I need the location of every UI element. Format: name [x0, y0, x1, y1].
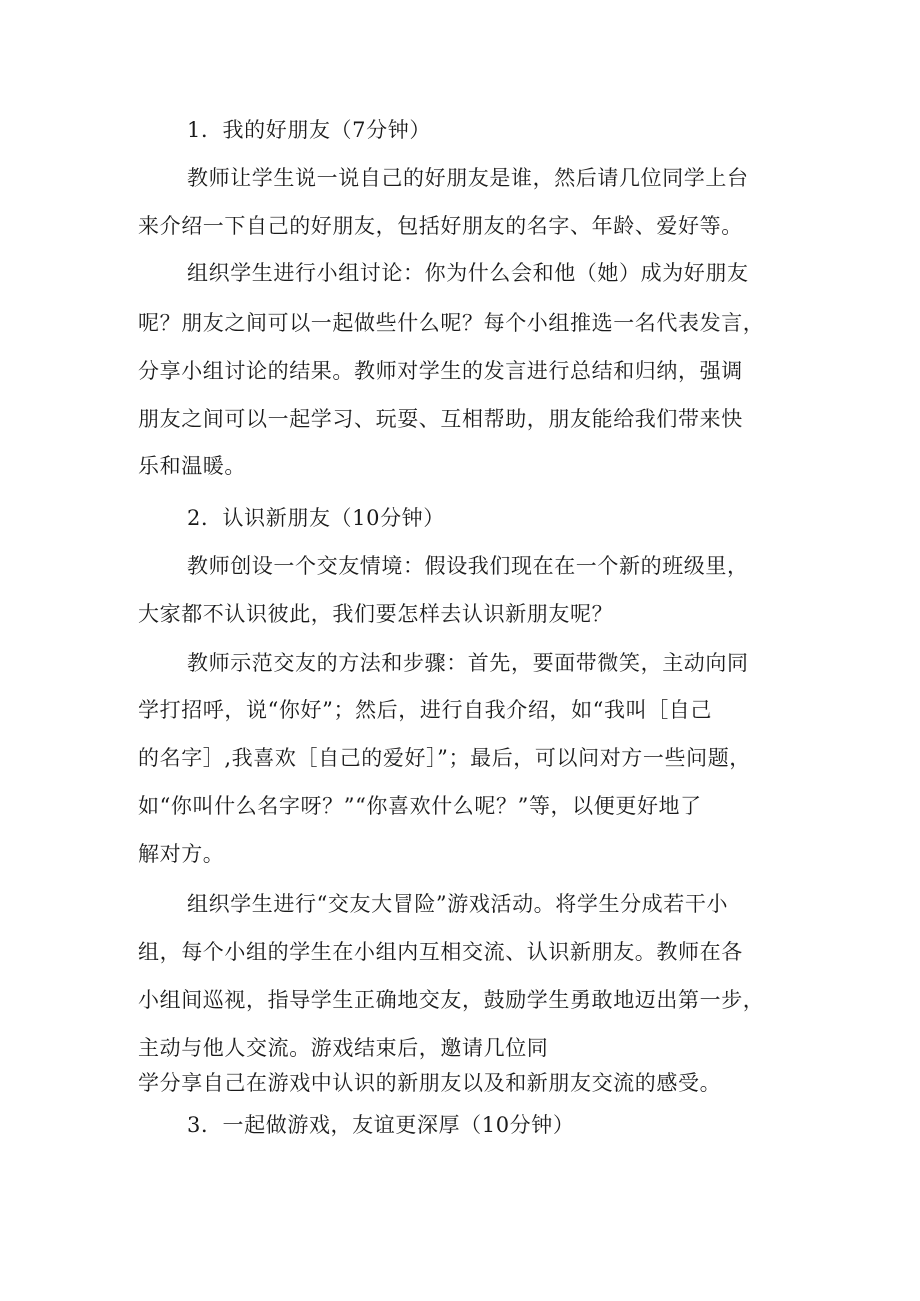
paragraph-line: 分享小组讨论的结果。教师对学生的发言进行总结和归纳，强调	[138, 359, 743, 383]
paragraph-line: 组织学生进行小组讨论：你为什么会和他（她）成为好朋友	[187, 261, 749, 285]
section-1-heading: 1．我的好朋友（7分钟）	[187, 118, 431, 142]
paragraph-line: 呢？朋友之间可以一起做些什么呢？每个小组推选一名代表发言，	[138, 311, 765, 335]
paragraph-line: 组织学生进行“交友大冒险”游戏活动。将学生分成若干小	[187, 892, 729, 916]
paragraph-line: 教师示范交友的方法和步骤：首先，要面带微笑，主动向同	[187, 651, 749, 675]
section-2-heading: 2．认识新朋友（10分钟）	[187, 506, 445, 530]
paragraph-line: 乐和温暖。	[138, 454, 246, 478]
paragraph-line: 大家都不认识彼此，我们要怎样去认识新朋友呢？	[138, 602, 614, 626]
paragraph-line: 小组间巡视，指导学生正确地交友，鼓励学生勇敢地迈出第一步，	[138, 988, 765, 1012]
paragraph-line: 学打招呼，说“你好”；然后，进行自我介绍，如“我叫［自己	[138, 698, 713, 722]
paragraph-line: 朋友之间可以一起学习、玩耍、互相帮助，朋友能给我们带来快	[138, 407, 743, 431]
paragraph-line: 组，每个小组的学生在小组内互相交流、认识新朋友。教师在各	[138, 940, 743, 964]
section-3-heading: 3．一起做游戏，友谊更深厚（10分钟）	[187, 1113, 575, 1137]
paragraph-line: 主动与他人交流。游戏结束后，邀请几位同	[138, 1036, 549, 1060]
paragraph-line: 教师创设一个交友情境：假设我们现在在一个新的班级里，	[187, 554, 749, 578]
paragraph-line: 如“你叫什么名字呀？”“你喜欢什么呢？”等，以便更好地了	[138, 794, 702, 818]
paragraph-line: 解对方。	[138, 842, 225, 866]
paragraph-line: 教师让学生说一说自己的好朋友是谁，然后请几位同学上台	[187, 166, 749, 190]
paragraph-line: 的名字］,我喜欢［自己的爱好］”；最后，可以问对方一些问题，	[138, 746, 751, 770]
paragraph-line: 来介绍一下自己的好朋友，包括好朋友的名字、年龄、爱好等。	[138, 214, 743, 238]
paragraph-line: 学分享自己在游戏中认识的新朋友以及和新朋友交流的感受。	[138, 1071, 722, 1095]
